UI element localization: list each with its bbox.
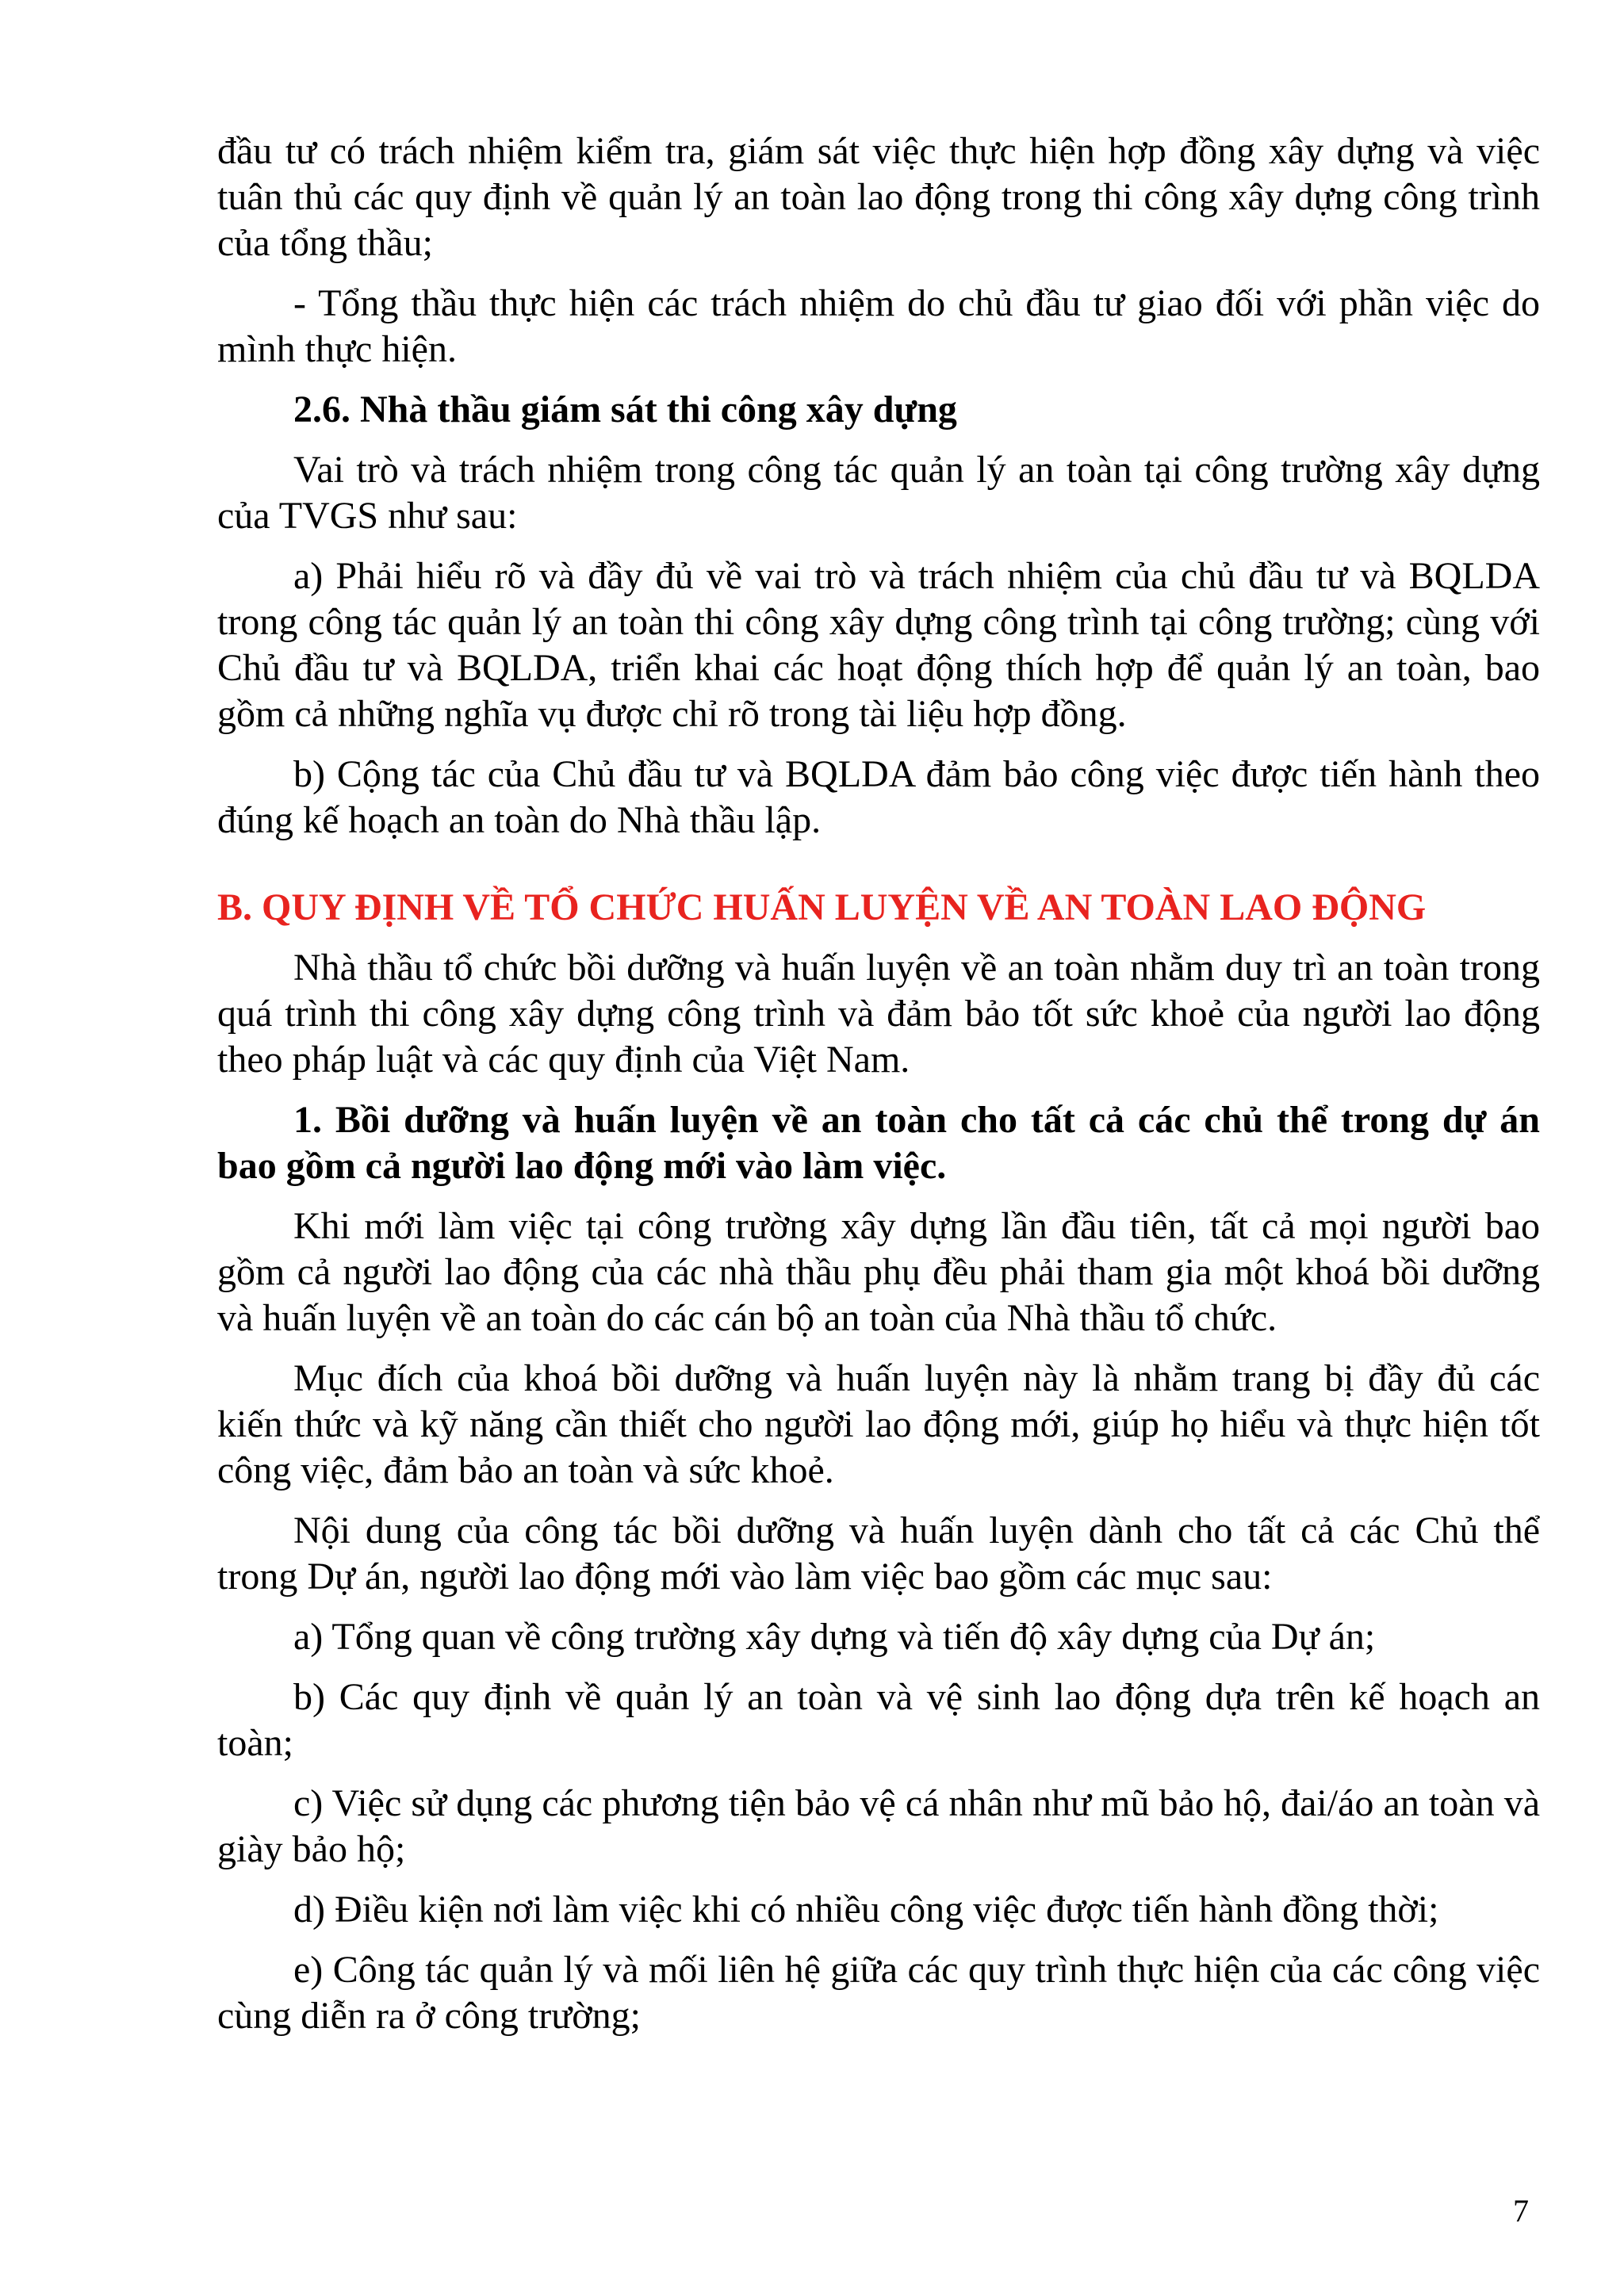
subsection-heading-1: 1. Bồi dưỡng và huấn luyện về an toàn cho tất cả các chủ thể trong dự án bao gồm cả người lao động mới vào làm việc.: [217, 1099, 1540, 1187]
paragraph: Mục đích của khoá bồi dưỡng và huấn luyện này là nhằm trang bị đầy đủ các kiến thức và kỹ năng cần thiết cho người lao động mới, giúp họ hiểu và thực hiện tốt công việc, đảm bảo an toàn và sức khoẻ.: [217, 1357, 1540, 1491]
paragraph: - Tổng thầu thực hiện các trách nhiệm do chủ đầu tư giao đối với phần việc do mình thực hiện.: [217, 282, 1540, 370]
paragraph: Khi mới làm việc tại công trường xây dựng lần đầu tiên, tất cả mọi người bao gồm cả người lao động của các nhà thầu phụ đều phải tham gia một khoá bồi dưỡng và huấn luyện về an toàn do các cán bộ an toàn của Nhà thầu tổ chức.: [217, 1205, 1540, 1339]
paragraph: Vai trò và trách nhiệm trong công tác quản lý an toàn tại công trường xây dựng của TVGS như sau:: [217, 449, 1540, 537]
paragraph: Nội dung của công tác bồi dưỡng và huấn luyện dành cho tất cả các Chủ thể trong Dự án, người lao động mới vào làm việc bao gồm các mục sau:: [217, 1510, 1540, 1598]
section-heading-b: B. QUY ĐỊNH VỀ TỔ CHỨC HUẤN LUYỆN VỀ AN TOÀN LAO ĐỘNG: [217, 886, 1427, 928]
page-body: [217, 128, 1540, 2053]
list-item-d: d) Điều kiện nơi làm việc khi có nhiều công việc được tiến hành đồng thời;: [293, 1888, 1439, 1931]
page-number: 7: [1513, 2193, 1529, 2229]
paragraph: đầu tư có trách nhiệm kiểm tra, giám sát việc thực hiện hợp đồng xây dựng và việc tuân thủ các quy định về quản lý an toàn lao động trong thi công xây dựng công trình của tổng thầu;: [217, 130, 1540, 264]
paragraph: Nhà thầu tổ chức bồi dưỡng và huấn luyện về an toàn nhằm duy trì an toàn trong quá trình thi công xây dựng công trình và đảm bảo tốt sức khoẻ của người lao động theo pháp luật và các quy định của Việt Nam.: [217, 947, 1540, 1081]
subsection-heading-2-6: 2.6. Nhà thầu giám sát thi công xây dựng: [293, 388, 957, 430]
list-item-c: c) Việc sử dụng các phương tiện bảo vệ cá nhân như mũ bảo hộ, đai/áo an toàn và giày bảo hộ;: [217, 1782, 1540, 1870]
list-item-a: a) Tổng quan về công trường xây dựng và tiến độ xây dựng của Dự án;: [293, 1616, 1376, 1658]
list-item-b: b) Các quy định về quản lý an toàn và vệ sinh lao động dựa trên kế hoạch an toàn;: [217, 1676, 1540, 1764]
list-item-b: b) Cộng tác của Chủ đầu tư và BQLDA đảm bảo công việc được tiến hành theo đúng kế hoạch an toàn do Nhà thầu lập.: [217, 753, 1540, 841]
list-item-e: e) Công tác quản lý và mối liên hệ giữa các quy trình thực hiện của các công việc cùng diễn ra ở công trường;: [217, 1949, 1540, 2037]
list-item-a: a) Phải hiểu rõ và đầy đủ về vai trò và trách nhiệm của chủ đầu tư và BQLDA trong công tác quản lý an toàn thi công xây dựng công trình tại công trường; cùng với Chủ đầu tư và BQLDA, triển khai các hoạt động thích hợp để quản lý an toàn, bao gồm cả những nghĩa vụ được chỉ rõ trong tài liệu hợp đồng.: [217, 555, 1540, 735]
